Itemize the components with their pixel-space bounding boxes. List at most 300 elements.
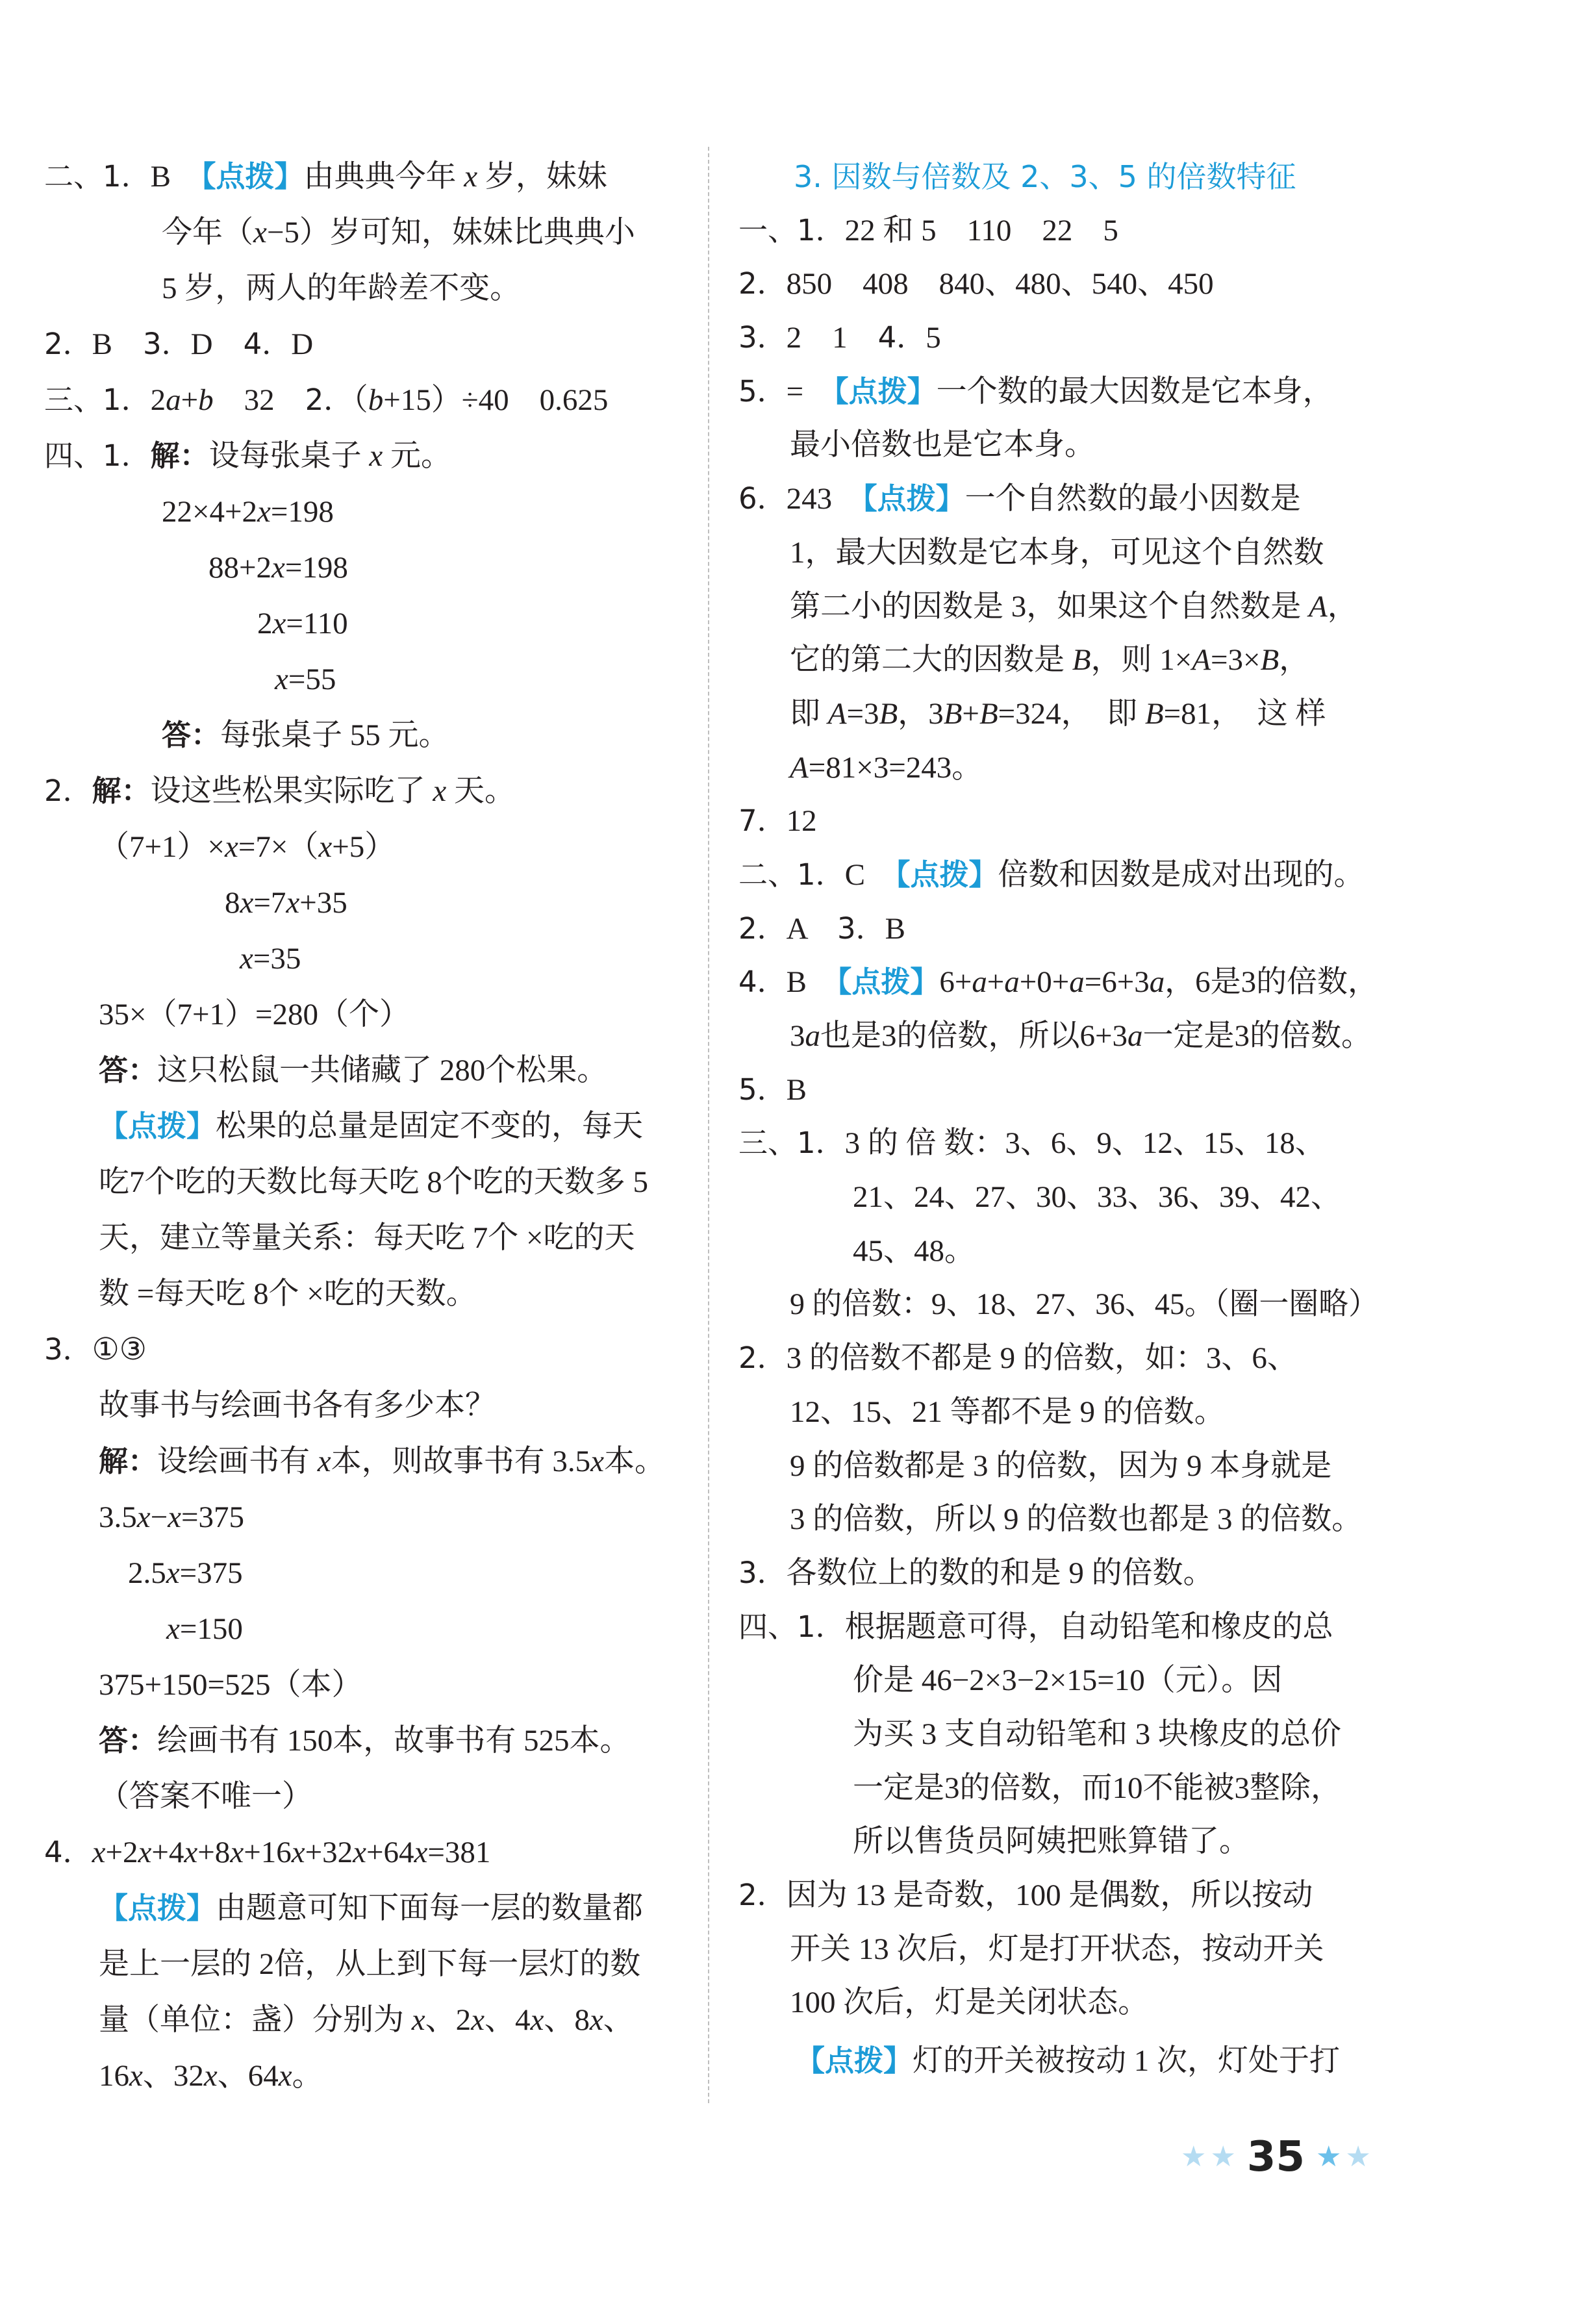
line-content bbox=[790, 633, 1309, 687]
math-variable: a bbox=[1149, 965, 1165, 1000]
answer-text: 、32 bbox=[142, 2059, 204, 2093]
column-divider bbox=[708, 147, 709, 2103]
math-variable: x bbox=[278, 2059, 292, 2093]
equation-line bbox=[44, 931, 684, 987]
answer-line bbox=[738, 472, 1378, 526]
math-variable: x bbox=[589, 2003, 603, 2037]
answer-text: 2 1 bbox=[786, 321, 878, 355]
answer-line bbox=[44, 1825, 684, 1880]
answer-line bbox=[44, 1434, 684, 1489]
answer-text: − bbox=[150, 1500, 168, 1534]
answer-line bbox=[44, 372, 684, 428]
hint-line bbox=[44, 1266, 684, 1322]
line-content bbox=[853, 1170, 1341, 1224]
section-title: 3. 因数与倍数及 2、3、5 的倍数特征 bbox=[794, 159, 1296, 194]
equation-line bbox=[44, 1489, 684, 1545]
answer-text: 元。 bbox=[383, 439, 452, 473]
line-content bbox=[44, 149, 607, 205]
line-content bbox=[790, 580, 1358, 634]
equation-line bbox=[44, 819, 684, 875]
answer-text: 吃7个吃的天数比每天吃 8个吃的天数多 5 bbox=[99, 1165, 648, 1199]
section-heading bbox=[738, 150, 1378, 204]
answer-text: 100 次后，灯是关闭状态。 bbox=[790, 1986, 1149, 2020]
item-number: 2． bbox=[738, 911, 787, 946]
math-variable: x bbox=[464, 160, 478, 194]
line-content bbox=[99, 1713, 631, 1769]
answer-line bbox=[44, 1322, 684, 1378]
line-content bbox=[790, 1976, 1148, 2030]
answer-text: 开关 13 次后，灯是打开状态，按动开关 bbox=[790, 1932, 1324, 1966]
answer-text: D bbox=[291, 327, 314, 361]
math-variable: x bbox=[272, 607, 286, 640]
answer-text: （答案不唯一） bbox=[99, 1780, 312, 1813]
answer-line bbox=[44, 1378, 684, 1434]
math-variable: x bbox=[166, 1556, 180, 1590]
answer-text: 9 的倍数都是 3 的倍数，因为 9 本身就是 bbox=[790, 1448, 1332, 1483]
answer-text: =7 bbox=[253, 886, 286, 920]
answer-text: B bbox=[150, 160, 201, 194]
answer-text: =55 bbox=[288, 663, 336, 696]
item-number: 3． bbox=[44, 1332, 92, 1367]
hint-line bbox=[738, 687, 1378, 741]
equation-line bbox=[44, 1545, 684, 1601]
math-variable: x bbox=[291, 1836, 305, 1869]
answer-text: +0+ bbox=[1019, 965, 1070, 1000]
answer-text: 45、48。 bbox=[853, 1233, 975, 1268]
answer-text: 由题意可知下面每一层的数量都 bbox=[216, 1891, 644, 1925]
math-variable: x bbox=[166, 1612, 180, 1646]
math-variable: a bbox=[166, 383, 181, 417]
answer-text: 岁，妹妹 bbox=[477, 160, 607, 194]
answer-line bbox=[738, 1815, 1378, 1869]
answer-text: 375+150=525（本） bbox=[99, 1668, 362, 1702]
answer-text: 设这些松果实际吃了 bbox=[150, 774, 433, 808]
answer-label: 解： bbox=[150, 438, 209, 473]
hint-line bbox=[44, 2048, 684, 2104]
answer-line bbox=[738, 257, 1378, 311]
answer-line bbox=[738, 1708, 1378, 1762]
answer-line bbox=[738, 1600, 1378, 1654]
line-content bbox=[162, 260, 520, 316]
answer-text: 为买 3 支自动铅笔和 3 块橡皮的总价 bbox=[853, 1717, 1341, 1751]
hint-line bbox=[44, 1936, 684, 1992]
answer-text: 2 bbox=[150, 383, 166, 417]
math-variable: B bbox=[979, 696, 998, 731]
answer-line bbox=[738, 365, 1378, 419]
answer-line bbox=[44, 428, 684, 484]
item-number: 2． bbox=[738, 1341, 787, 1376]
answer-line bbox=[738, 1224, 1378, 1278]
equation-line bbox=[44, 540, 684, 596]
answer-text: 松果的总量是固定不变的，每天 bbox=[216, 1109, 644, 1143]
answer-text: 每张桌子 55 元。 bbox=[220, 718, 449, 752]
line-content bbox=[99, 2048, 323, 2104]
answer-text: 一个自然数的最小因数是 bbox=[964, 482, 1301, 516]
answer-text: =3 bbox=[846, 696, 879, 731]
item-number: 4． bbox=[877, 320, 926, 355]
answer-text: 、8 bbox=[544, 2003, 590, 2037]
equation-line bbox=[44, 596, 684, 651]
math-variable: a bbox=[1128, 1019, 1143, 1053]
line-content bbox=[790, 1009, 1372, 1063]
math-variable: A bbox=[790, 750, 809, 785]
answer-text: A bbox=[786, 911, 837, 946]
answer-text: =324， 即 bbox=[998, 696, 1145, 731]
line-content bbox=[162, 484, 334, 540]
answer-line bbox=[738, 1654, 1378, 1708]
line-content bbox=[738, 1063, 807, 1117]
answer-text: 9 的倍数：9、18、27、36、45。（圈一圈略） bbox=[790, 1287, 1378, 1322]
math-variable: x bbox=[184, 1836, 198, 1869]
star-icon: ★ bbox=[1181, 2140, 1207, 2173]
line-content bbox=[790, 418, 1095, 472]
math-variable: x bbox=[253, 216, 267, 249]
line-content bbox=[790, 1439, 1331, 1493]
answer-line bbox=[44, 707, 684, 763]
math-variable: a bbox=[805, 1019, 820, 1053]
answer-text: 由典典今年 bbox=[303, 160, 464, 194]
answer-line bbox=[738, 1976, 1378, 2030]
answer-text: +2 bbox=[105, 1836, 138, 1869]
math-variable: B bbox=[1260, 643, 1279, 677]
answer-text: 也是3的倍数，所以6+3 bbox=[820, 1019, 1128, 1053]
answer-text: ，3 bbox=[898, 696, 944, 731]
answer-text: 2 bbox=[257, 607, 273, 640]
page-number bbox=[1179, 2130, 1373, 2184]
line-content bbox=[738, 794, 817, 848]
line-content bbox=[738, 1547, 1214, 1600]
answer-line bbox=[738, 1762, 1378, 1815]
math-variable: x bbox=[136, 1500, 151, 1534]
answer-text: 8 bbox=[225, 886, 240, 920]
answer-text: +5） bbox=[332, 830, 396, 864]
answer-text: 设绘画书有 bbox=[157, 1445, 318, 1478]
item-number: 2． bbox=[738, 1878, 787, 1912]
answer-text: =375 bbox=[179, 1556, 243, 1590]
answer-text: 一定是3的倍数，而10不能被3整除， bbox=[853, 1771, 1341, 1805]
answer-line bbox=[738, 1117, 1378, 1170]
math-variable: A bbox=[827, 696, 847, 731]
line-content bbox=[738, 955, 1378, 1009]
line-content bbox=[225, 875, 347, 931]
line-content bbox=[99, 1154, 648, 1210]
math-variable: x bbox=[92, 1836, 106, 1869]
answer-text: −5）岁可知，妹妹比典典小 bbox=[266, 216, 635, 249]
item-number: 二、1． bbox=[738, 857, 845, 892]
math-variable: x bbox=[530, 2003, 544, 2037]
answer-text: =6+3 bbox=[1084, 965, 1150, 1000]
answer-text: 它的第二大的因数是 bbox=[790, 643, 1072, 677]
hint-tag: 【点拨】 bbox=[99, 1109, 216, 1143]
math-variable: B bbox=[1144, 696, 1164, 731]
line-content bbox=[44, 372, 608, 428]
answer-text: 、4 bbox=[485, 2003, 531, 2037]
line-content bbox=[738, 1600, 1333, 1654]
line-content bbox=[99, 819, 395, 875]
answer-text: +4 bbox=[151, 1836, 184, 1869]
line-content bbox=[99, 1266, 477, 1322]
item-number: 二、1． bbox=[44, 159, 151, 194]
answer-text: 最小倍数也是它本身。 bbox=[790, 428, 1095, 462]
math-variable: x bbox=[138, 1836, 152, 1869]
item-number: 2． bbox=[44, 774, 92, 808]
answer-line bbox=[738, 955, 1378, 1009]
hint-line bbox=[44, 1210, 684, 1266]
math-variable: x bbox=[225, 830, 238, 864]
line-content bbox=[166, 1601, 243, 1657]
answer-line bbox=[738, 311, 1378, 365]
equation-line bbox=[44, 1601, 684, 1657]
answer-text: 16 bbox=[99, 2059, 129, 2093]
answer-text: 3 的倍数不都是 9 的倍数，如：3、6、 bbox=[786, 1341, 1298, 1376]
answer-text: 3.5 bbox=[99, 1500, 137, 1534]
star-icon: ★ bbox=[1345, 2140, 1371, 2173]
answer-text: 22 和 5 110 22 5 bbox=[844, 213, 1118, 247]
answer-text: 设每张桌子 bbox=[208, 439, 370, 473]
hint-line bbox=[738, 633, 1378, 687]
answer-text: （7+1）× bbox=[99, 830, 225, 864]
answer-text: =81， 这 样 bbox=[1163, 696, 1326, 731]
line-content bbox=[853, 1762, 1341, 1815]
item-number: 3． bbox=[143, 327, 191, 361]
hint-tag: 【点拨】 bbox=[863, 481, 965, 516]
answer-text: ， bbox=[1327, 589, 1358, 624]
answer-text: B bbox=[786, 1072, 807, 1107]
line-content bbox=[44, 428, 451, 484]
answer-text: 32 bbox=[213, 383, 305, 417]
equation-line bbox=[44, 484, 684, 540]
answer-text: 本，则故事书有 3.5 bbox=[331, 1445, 591, 1478]
answer-text: 绘画书有 150本，故事书有 525本。 bbox=[157, 1724, 631, 1758]
line-content bbox=[794, 150, 1296, 205]
answer-text: =3× bbox=[1210, 643, 1261, 677]
line-content bbox=[738, 1869, 1313, 1923]
line-content bbox=[99, 1769, 312, 1825]
answer-text: 88+2 bbox=[208, 551, 272, 585]
math-variable: B bbox=[943, 696, 963, 731]
hint-line bbox=[738, 1009, 1378, 1063]
math-variable: a bbox=[1004, 965, 1020, 1000]
line-content bbox=[99, 1434, 665, 1489]
math-variable: x bbox=[471, 2003, 485, 2037]
line-content bbox=[162, 707, 449, 763]
answer-line bbox=[738, 204, 1378, 258]
item-number: 7． bbox=[738, 803, 787, 839]
answer-text: =198 bbox=[270, 495, 334, 529]
item-number: 5． bbox=[738, 1072, 787, 1107]
line-content bbox=[99, 1489, 244, 1545]
page-number-text: 35 bbox=[1246, 2133, 1305, 2181]
answer-text: =381 bbox=[427, 1836, 491, 1869]
item-number: 2． bbox=[305, 383, 353, 417]
line-content bbox=[99, 1992, 634, 2048]
item-number: 2． bbox=[44, 327, 92, 361]
answer-text: 。 bbox=[292, 2059, 323, 2093]
line-content bbox=[275, 651, 336, 707]
math-variable: x bbox=[414, 1836, 428, 1869]
answer-text: 量（单位：盏）分别为 bbox=[99, 2003, 412, 2037]
line-content bbox=[790, 1493, 1362, 1547]
math-variable: x bbox=[275, 663, 288, 696]
answer-text: ，则 1× bbox=[1090, 643, 1192, 677]
line-content bbox=[853, 1654, 1282, 1708]
answer-text: + bbox=[987, 965, 1005, 1000]
math-variable: x bbox=[411, 2003, 425, 2037]
answer-text: B bbox=[786, 965, 837, 1000]
hint-line bbox=[44, 1992, 684, 2048]
item-number: 三、1． bbox=[738, 1126, 845, 1161]
math-variable: x bbox=[203, 2059, 218, 2093]
line-content bbox=[99, 1042, 607, 1098]
hint-line bbox=[738, 741, 1378, 795]
math-variable: B bbox=[1072, 643, 1091, 677]
line-content bbox=[790, 741, 982, 795]
answer-line bbox=[44, 149, 684, 205]
hint-tag: 【点拨】 bbox=[896, 857, 998, 892]
answer-text: ①③ bbox=[92, 1333, 147, 1367]
answer-text: B bbox=[885, 911, 905, 946]
math-variable: x bbox=[286, 886, 300, 920]
answer-text: 因为 13 是奇数，100 是偶数，所以按动 bbox=[786, 1878, 1313, 1912]
answer-label: 答： bbox=[162, 718, 221, 752]
right-column bbox=[738, 150, 1378, 2088]
answer-text: C bbox=[844, 857, 896, 892]
item-number: 3． bbox=[837, 911, 885, 946]
hint-line bbox=[44, 1154, 684, 1210]
math-variable: x bbox=[433, 774, 447, 808]
line-content bbox=[738, 204, 1118, 258]
line-content bbox=[44, 1322, 147, 1378]
answer-text: =110 bbox=[286, 607, 348, 640]
line-content bbox=[99, 987, 410, 1042]
math-variable: b bbox=[198, 383, 214, 417]
line-content bbox=[796, 2034, 1340, 2088]
answer-text: 数 =每天吃 8个 ×吃的天数。 bbox=[99, 1277, 477, 1311]
answer-text: 12 bbox=[786, 804, 817, 839]
answer-text: =7×（ bbox=[238, 830, 319, 864]
line-content bbox=[99, 1210, 635, 1266]
line-content bbox=[790, 526, 1324, 580]
answer-label: 解： bbox=[99, 1444, 158, 1478]
answer-text: 、2 bbox=[425, 2003, 472, 2037]
item-number: 3． bbox=[738, 320, 787, 355]
answer-text: 5 bbox=[926, 321, 941, 355]
line-content bbox=[99, 1657, 362, 1713]
answer-line bbox=[738, 1493, 1378, 1547]
answer-line bbox=[44, 316, 684, 372]
item-number: 四、1． bbox=[44, 438, 151, 473]
answer-text: + bbox=[962, 696, 979, 731]
line-content bbox=[853, 1815, 1250, 1869]
line-content bbox=[790, 687, 1326, 741]
line-content bbox=[853, 1224, 975, 1278]
answer-line bbox=[738, 1869, 1378, 1923]
answer-text: 天。 bbox=[446, 774, 516, 808]
hint-line bbox=[44, 1098, 684, 1154]
answer-text: 6+ bbox=[939, 965, 972, 1000]
hint-tag: 【点拨】 bbox=[99, 1891, 216, 1925]
answer-line bbox=[44, 763, 684, 819]
answer-line bbox=[738, 1547, 1378, 1600]
answer-text: + bbox=[181, 383, 199, 417]
answer-line bbox=[44, 1042, 684, 1098]
line-content bbox=[738, 848, 1365, 902]
math-variable: x bbox=[590, 1445, 605, 1478]
hint-line bbox=[44, 1880, 684, 1936]
math-variable: a bbox=[1069, 965, 1085, 1000]
item-number: 4． bbox=[738, 965, 787, 1000]
line-content bbox=[790, 1385, 1225, 1439]
answer-text: =198 bbox=[284, 551, 348, 585]
item-number: 5． bbox=[738, 373, 787, 409]
answer-text: 本。 bbox=[604, 1445, 666, 1478]
answer-text: 12、15、21 等都不是 9 的倍数。 bbox=[790, 1395, 1225, 1429]
answer-text: 、64 bbox=[217, 2059, 279, 2093]
answer-text: = bbox=[786, 374, 835, 409]
math-variable: x bbox=[230, 1836, 244, 1869]
line-content bbox=[44, 316, 313, 372]
line-content bbox=[738, 472, 1301, 526]
answer-text: 灯的开关被按动 1 次，灯处于打 bbox=[913, 2044, 1341, 2078]
answer-text: +8 bbox=[197, 1836, 231, 1869]
answer-line bbox=[738, 1385, 1378, 1439]
answer-line bbox=[738, 848, 1378, 902]
line-content bbox=[738, 1332, 1298, 1385]
answer-text: 倍数和因数是成对出现的。 bbox=[998, 857, 1365, 892]
item-number: 四、1． bbox=[738, 1609, 845, 1644]
answer-text: B bbox=[92, 327, 143, 361]
equation-line bbox=[44, 875, 684, 931]
answer-text: 3 的倍数，所以 9 的倍数也都是 3 的倍数。 bbox=[790, 1502, 1363, 1537]
math-variable: x bbox=[240, 886, 254, 920]
answer-line bbox=[44, 205, 684, 260]
answer-text: +64 bbox=[366, 1836, 414, 1869]
answer-text: ，6是3的倍数， bbox=[1165, 965, 1378, 1000]
line-content bbox=[162, 205, 635, 260]
line-content bbox=[99, 1378, 496, 1434]
answer-line bbox=[738, 794, 1378, 848]
line-content bbox=[257, 596, 348, 651]
equation-line bbox=[44, 651, 684, 707]
item-number: 4． bbox=[44, 1835, 92, 1869]
math-variable: x bbox=[257, 495, 271, 529]
answer-label: 解： bbox=[92, 774, 151, 808]
answer-text: 3 bbox=[790, 1019, 805, 1053]
answer-text: 根据题意可得，自动铅笔和橡皮的总 bbox=[844, 1610, 1333, 1644]
line-content bbox=[208, 540, 348, 596]
hint-tag: 【点拨】 bbox=[837, 965, 940, 1000]
answer-text: 21、24、27、30、33、36、39、42、 bbox=[853, 1180, 1341, 1215]
math-variable: x bbox=[129, 2059, 143, 2093]
line-content bbox=[99, 1098, 643, 1154]
answer-line bbox=[738, 1170, 1378, 1224]
answer-text: 、 bbox=[603, 2003, 634, 2037]
answer-text: 故事书与绘画书各有多少本？ bbox=[99, 1389, 496, 1422]
equation-line bbox=[44, 987, 684, 1042]
hint-tag: 【点拨】 bbox=[834, 373, 937, 409]
item-number: 6． bbox=[738, 481, 787, 516]
item-number: 3． bbox=[738, 1555, 787, 1590]
answer-line bbox=[738, 1439, 1378, 1493]
answer-text: 22×4+2 bbox=[162, 495, 258, 529]
answer-text: 这只松鼠一共储藏了 280个松果。 bbox=[157, 1054, 608, 1087]
line-content bbox=[790, 1923, 1324, 1977]
item-number: 一、1． bbox=[738, 212, 845, 247]
math-variable: A bbox=[1192, 643, 1211, 677]
hint-line bbox=[738, 2034, 1378, 2088]
line-content bbox=[738, 365, 1333, 419]
math-variable: x bbox=[369, 439, 383, 473]
